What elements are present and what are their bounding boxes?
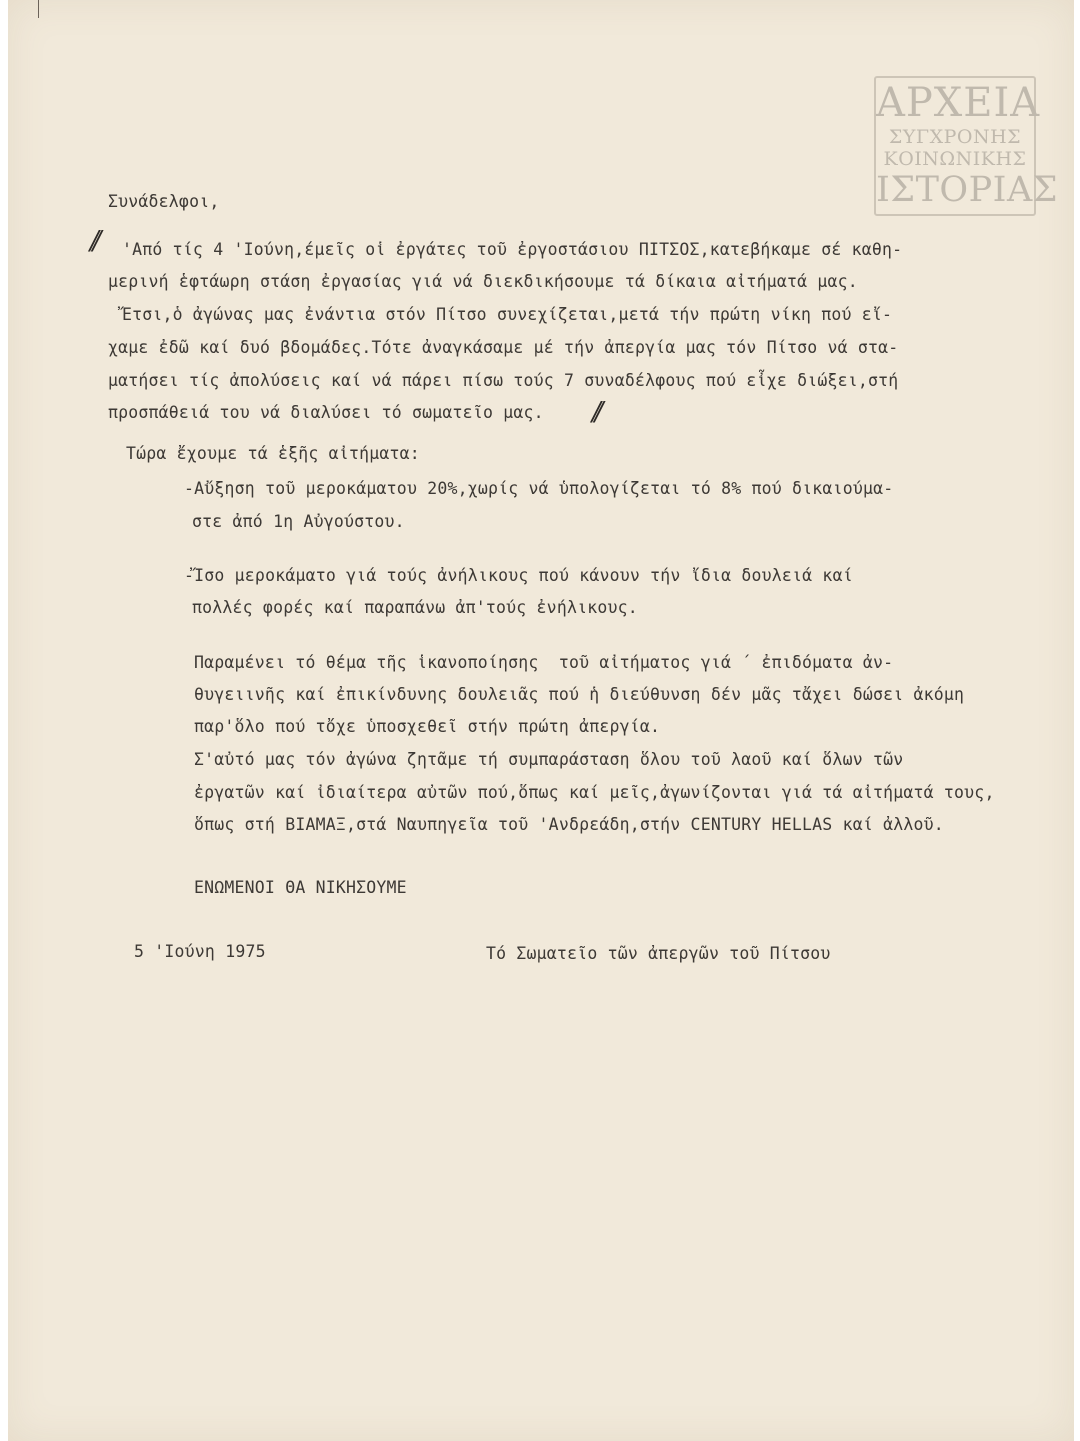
paragraph-1-line-2: μερινή ἑφτάωρη στάση ἐργασίας γιά νά διεκδικήσουμε τά δίκαια αἰτήματά μας. (108, 272, 858, 291)
paragraph-3-line-3: παρ'ὅλο πού τὄχε ὑποσχεθεῖ στήν πρώτη ἀπεργία. (194, 717, 661, 736)
archive-stamp (874, 76, 1059, 216)
paragraph-2-line-3: ματήσει τίς ἀπολύσεις καί νά πάρει πίσω τούς 7 συναδέλφους πού εἶχε διώξει,στή (108, 371, 899, 390)
paragraph-3-line-1: Παραμένει τό θέμα τῆς ἱκανοποίησης τοῦ αἰτήματος γιά ´ ἐπιδόματα ἀν- (194, 653, 894, 672)
page-corner-mark (38, 0, 39, 18)
greeting: Συνάδελφοι, (108, 192, 220, 211)
demand-1-line-2: στε ἀπό 1η Αὐγούστου. (192, 512, 405, 531)
slogan: ΕΝΩΜΕΝΟΙ ΘΑ ΝΙΚΗΣΟΥΜΕ (194, 878, 407, 897)
demand-1-line-1: -Αὔξηση τοῦ μεροκάματου 20%,χωρίς νά ὑπολογίζεται τό 8% πού δικαιούμα- (184, 479, 894, 498)
paragraph-4-line-1: Σ'αὐτό μας τόν ἀγώνα ζητᾶμε τή συμπαράσταση ὅλου τοῦ λαοῦ καί ὅλων τῶν (194, 750, 904, 769)
handwritten-mark-open: // (90, 226, 96, 256)
paragraph-1-line-1: 'Από τίς 4 'Ιούνη,έμεῖς οἱ ἐργάτες τοῦ ἐργοστάσιου ΠΙΤΣΟΣ,κατεβήκαμε σέ καθη- (122, 240, 903, 259)
paragraph-2-line-4: προσπάθειά του νά διαλύσει τό σωματεῖο μας. (108, 403, 544, 422)
stamp-line-3: ΚΟΙΝΩΝΙΚΗΣ (883, 148, 1027, 170)
demand-2-line-1: -Ἴσο μεροκάματο γιά τούς ἀνήλικους πού κάνουν τήν ἴδια δουλειά καί (184, 566, 853, 585)
demand-2-line-2: πολλές φορές καί παραπάνω ἀπ'τούς ἐνήλικους. (192, 598, 638, 617)
paragraph-4-line-2: ἐργατῶν καί ἰδιαίτερα αὐτῶν πού,ὅπως καί μεῖς,ἀγωνίζονται γιά τά αἰτήματά τους, (194, 783, 995, 802)
stamp-line-4: ΙΣΤΟΡΙΑΣ (876, 170, 1059, 210)
demands-intro: Τώρα ἔχουμε τά ἑξῆς αἰτήματα: (126, 444, 420, 463)
paragraph-2-line-2: χαμε ἐδῶ καί δυό βδομάδες.Τότε ἀναγκάσαμε μέ τήν ἀπεργία μας τόν Πίτσο νά στα- (108, 338, 899, 357)
document-date: 5 'Ιούνη 1975 (134, 942, 266, 961)
handwritten-mark-close: // (592, 397, 598, 427)
signature-line: Τό Σωματεῖο τῶν ἀπεργῶν τοῦ Πίτσου (486, 944, 831, 963)
stamp-line-2: ΣΥΓΧΡΟΝΗΣ (888, 126, 1022, 148)
paragraph-4-line-3: ὅπως στή ΒΙΑΜΑΞ,στά Ναυπηγεῖα τοῦ 'Ανδρεάδη,στήν CENTURY HELLAS καί ἀλλοῦ. (194, 815, 944, 834)
paragraph-2-line-1: Ἔτσι,ὁ ἀγώνας μας ἐνάντια στόν Πίτσο συνεχίζεται,μετά τήν πρώτη νίκη πού εἴ- (122, 305, 893, 324)
paragraph-3-line-2: θυγειινῆς καί ἐπικίνδυνης δουλειᾶς πού ἡ διεύθυνση δέν μᾶς τἄχει δώσει ἀκόμη (194, 685, 965, 704)
stamp-line-1: ΑΡΧΕΙΑ (876, 80, 1041, 126)
